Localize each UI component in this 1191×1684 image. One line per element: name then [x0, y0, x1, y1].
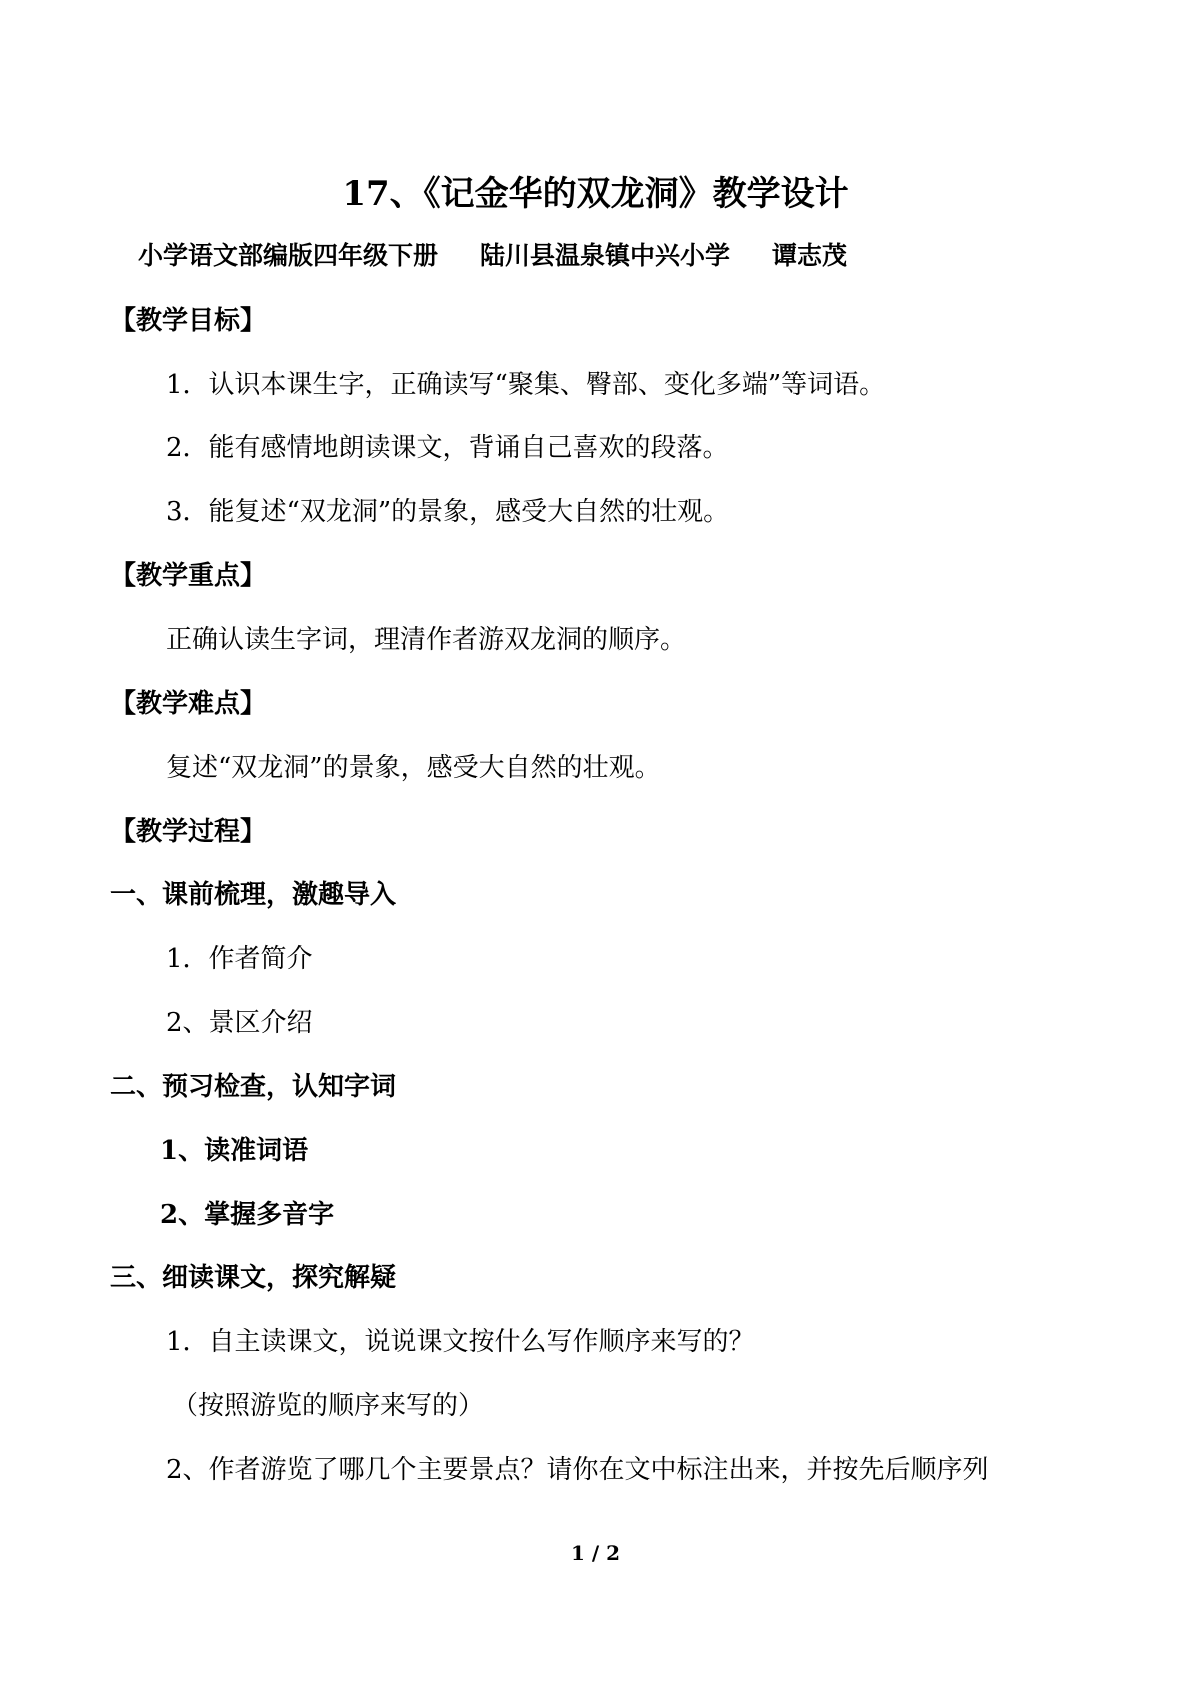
page-number: 1 / 2: [570, 1541, 621, 1565]
goals-heading: 【教学目标】: [110, 306, 267, 336]
process-heading: 【教学过程】: [110, 817, 267, 847]
byline-book: 小学语文部编版四年级下册: [138, 241, 439, 270]
goal-item-2: 2．能有感情地朗读课文，背诵自己喜欢的段落。: [166, 433, 729, 463]
step2-item-1: 1、读准词语: [160, 1136, 309, 1166]
step2-title: 二、预习检查，认知字词: [110, 1072, 397, 1102]
byline: [138, 243, 847, 268]
step1-item-1: 1．作者简介: [166, 944, 313, 974]
step1-item-2: 2、景区介绍: [166, 1008, 313, 1038]
goal-item-1: 1．认识本课生字，正确读写“聚集、臀部、变化多端”等词语。: [166, 370, 886, 400]
byline-author: 谭志茂: [772, 241, 848, 270]
step3-answer: （按照游览的顺序来写的）: [172, 1391, 485, 1421]
goal-item-3: 3．能复述“双龙洞”的景象，感受大自然的壮观。: [166, 497, 730, 527]
step2-item-2: 2、掌握多音字: [160, 1200, 335, 1230]
key-text: 正确认读生字词，理清作者游双龙洞的顺序。: [166, 625, 687, 655]
step1-title: 一、课前梳理，激趣导入: [110, 880, 397, 910]
difficulty-text: 复述“双龙洞”的景象，感受大自然的壮观。: [166, 753, 661, 783]
byline-school: 陆川县温泉镇中兴小学: [480, 241, 731, 270]
step3-title: 三、细读课文，探究解疑: [110, 1263, 397, 1293]
step3-item-2: 2、作者游览了哪几个主要景点？请你在文中标注出来，并按先后顺序列: [166, 1455, 989, 1485]
step3-item-1: 1．自主读课文，说说课文按什么写作顺序来写的？: [166, 1327, 755, 1357]
key-heading: 【教学重点】: [110, 561, 267, 591]
document-title: 17、《记金华的双龙洞》教学设计: [342, 174, 849, 214]
difficulty-heading: 【教学难点】: [110, 689, 267, 719]
